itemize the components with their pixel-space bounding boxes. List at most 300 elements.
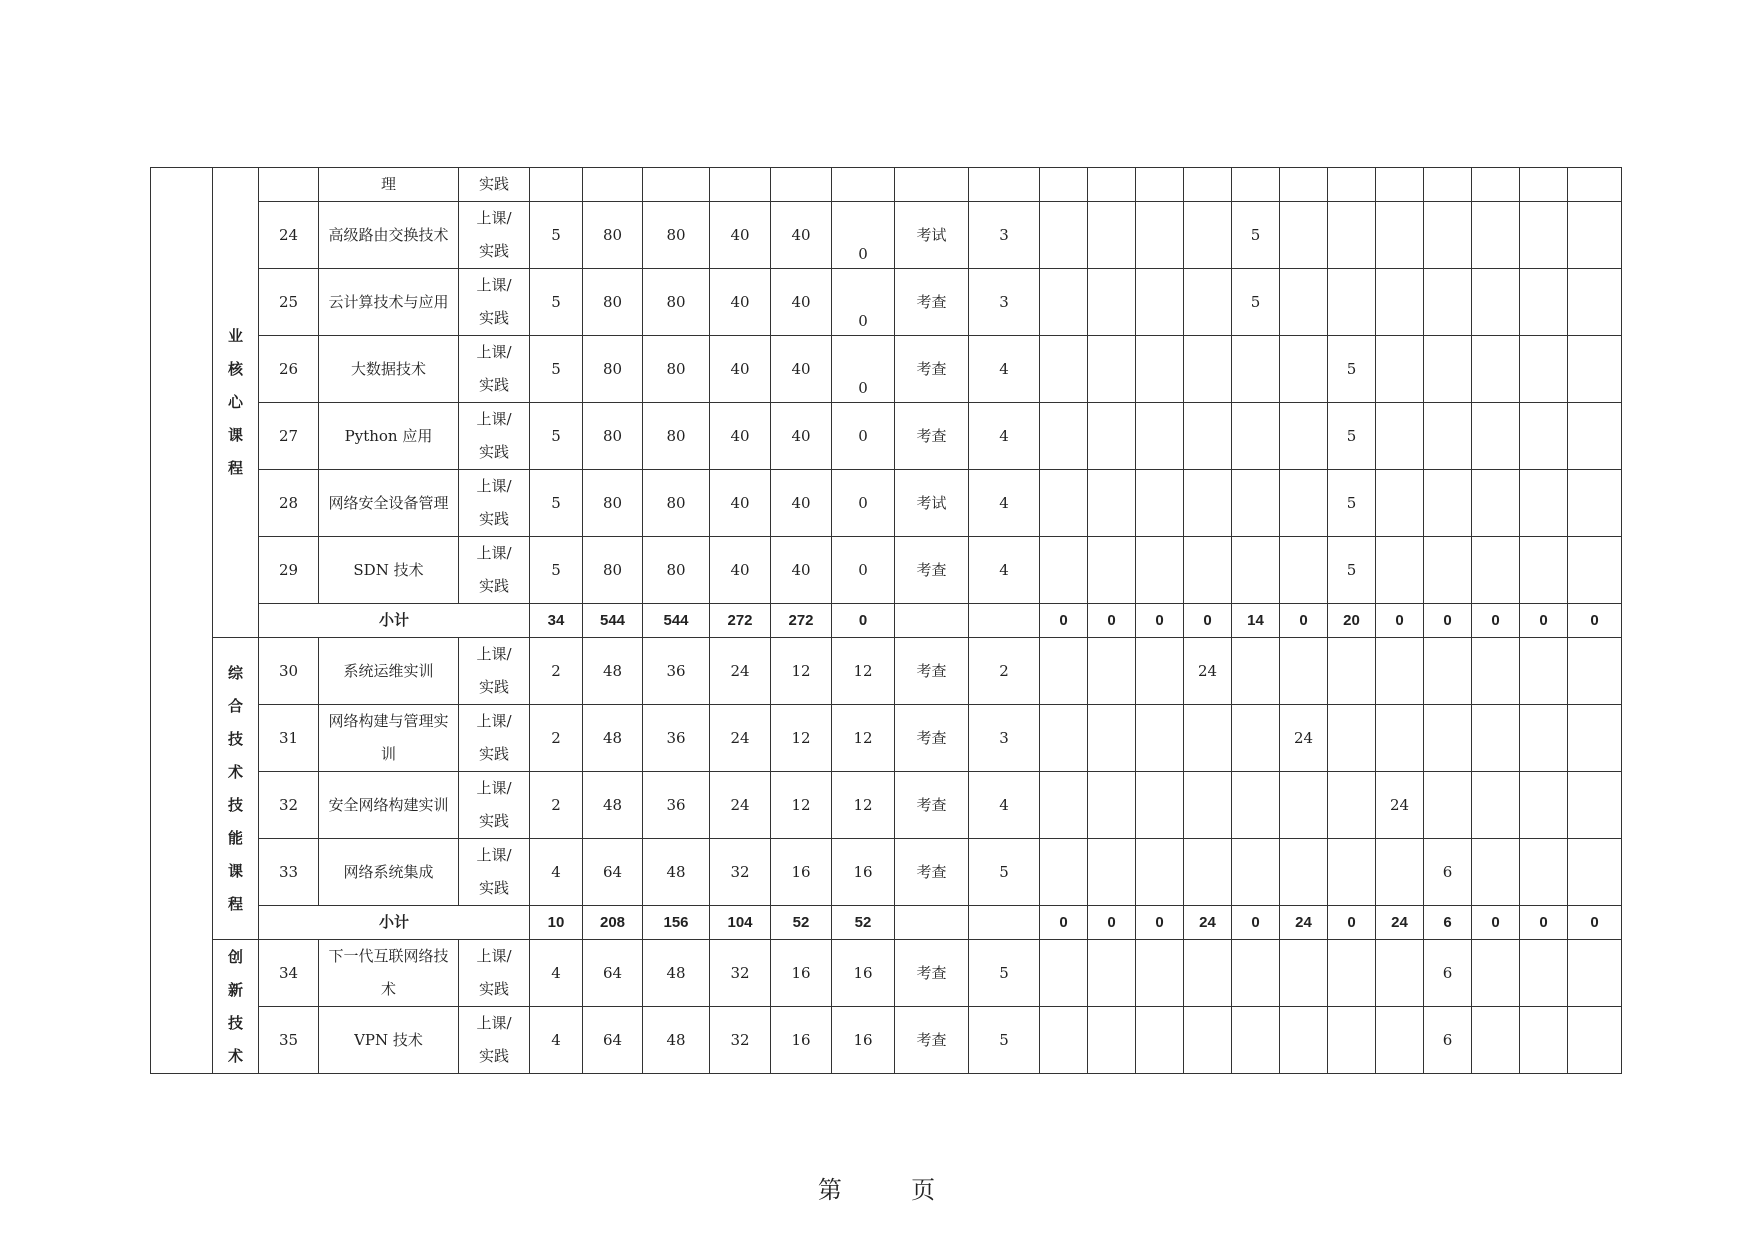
subtotal-c2: 208 — [583, 906, 643, 940]
hours-c2: 80 — [583, 403, 643, 470]
subtotal-semester: 0 — [1472, 604, 1520, 638]
hours-c6: 12 — [832, 772, 895, 839]
semester-6 — [1280, 470, 1328, 537]
semester-4 — [1184, 269, 1232, 336]
semester-11 — [1520, 470, 1568, 537]
semester-2 — [1088, 537, 1136, 604]
hours-c6: 16 — [832, 1007, 895, 1074]
semester-6 — [1280, 403, 1328, 470]
semester-1 — [1040, 336, 1088, 403]
subtotal-semester: 0 — [1376, 604, 1424, 638]
subtotal-semester: 0 — [1136, 604, 1184, 638]
empty-cell — [1232, 168, 1280, 202]
course-name: Python 应用 — [319, 403, 459, 470]
course-number: 30 — [259, 638, 319, 705]
semester-11 — [1520, 403, 1568, 470]
course-name: VPN 技术 — [319, 1007, 459, 1074]
semester-1 — [1040, 403, 1088, 470]
hours-c6: 12 — [832, 705, 895, 772]
hours-c3: 48 — [643, 1007, 710, 1074]
course-number: 28 — [259, 470, 319, 537]
course-number: 24 — [259, 202, 319, 269]
subtotal-row — [151, 906, 1622, 940]
course-number: 25 — [259, 269, 319, 336]
semester-11 — [1520, 839, 1568, 906]
semester-5 — [1232, 839, 1280, 906]
hours-c2: 48 — [583, 705, 643, 772]
semester-9 — [1424, 202, 1472, 269]
course-number: 29 — [259, 537, 319, 604]
course-number: 33 — [259, 839, 319, 906]
category-label — [213, 168, 259, 638]
semester-10 — [1472, 269, 1520, 336]
course-name: 系统运维实训 — [319, 638, 459, 705]
semester-1 — [1040, 470, 1088, 537]
empty-cell — [1280, 168, 1328, 202]
table-row — [151, 470, 1622, 537]
hours-c3: 80 — [643, 202, 710, 269]
semester-1 — [1040, 537, 1088, 604]
hours-c1: 4 — [530, 1007, 583, 1074]
category-char: 技 — [227, 1013, 243, 1032]
subtotal-semester: 0 — [1136, 906, 1184, 940]
table-row — [151, 638, 1622, 705]
hours-c2: 64 — [583, 839, 643, 906]
semester-5 — [1232, 470, 1280, 537]
category-char: 术 — [227, 762, 243, 781]
semester-6 — [1280, 1007, 1328, 1074]
semester-11 — [1520, 772, 1568, 839]
course-number: 26 — [259, 336, 319, 403]
hours-c3: 36 — [643, 705, 710, 772]
hours-c1: 5 — [530, 336, 583, 403]
semester-2 — [1088, 1007, 1136, 1074]
category-char: 业 — [227, 327, 243, 345]
category-char: 课 — [227, 861, 243, 880]
hours-c3: 80 — [643, 470, 710, 537]
teaching-method: 上课/实践 — [459, 269, 530, 336]
semester-3 — [1136, 403, 1184, 470]
empty-cell — [895, 168, 969, 202]
hours-c1: 2 — [530, 705, 583, 772]
semester-8 — [1376, 470, 1424, 537]
hours-c4: 40 — [710, 470, 771, 537]
empty-cell — [1376, 168, 1424, 202]
subtotal-semester: 0 — [1088, 906, 1136, 940]
semester-4 — [1184, 1007, 1232, 1074]
semester-10 — [1472, 470, 1520, 537]
semester-10 — [1472, 537, 1520, 604]
semester-2 — [1088, 202, 1136, 269]
hours-c3: 80 — [643, 403, 710, 470]
subtotal-c4: 272 — [710, 604, 771, 638]
table-row — [151, 772, 1622, 839]
subtotal-semester: 6 — [1424, 906, 1472, 940]
semester-5 — [1232, 1007, 1280, 1074]
semester-4 — [1184, 403, 1232, 470]
semester-1 — [1040, 269, 1088, 336]
semester-3 — [1136, 202, 1184, 269]
category-label — [213, 638, 259, 940]
hours-c6: 0 — [832, 269, 895, 336]
category-char: 合 — [227, 696, 243, 715]
empty-cell — [1568, 168, 1622, 202]
hours-c4: 24 — [710, 772, 771, 839]
page-footer-right: 页 — [911, 1176, 936, 1204]
semester-7 — [1328, 772, 1376, 839]
term: 4 — [969, 403, 1040, 470]
page-footer — [0, 1170, 1753, 1205]
semester-10 — [1472, 839, 1520, 906]
hours-c5: 16 — [771, 940, 832, 1007]
semester-8 — [1376, 705, 1424, 772]
semester-1 — [1040, 1007, 1088, 1074]
subtotal-c5: 52 — [771, 906, 832, 940]
hours-c1: 5 — [530, 403, 583, 470]
semester-5 — [1232, 705, 1280, 772]
semester-11 — [1520, 638, 1568, 705]
hours-c1: 4 — [530, 839, 583, 906]
category-char: 程 — [227, 894, 243, 913]
semester-9 — [1424, 638, 1472, 705]
semester-3 — [1136, 470, 1184, 537]
course-number — [259, 168, 319, 202]
semester-11 — [1520, 705, 1568, 772]
semester-4 — [1184, 705, 1232, 772]
hours-c6: 0 — [832, 202, 895, 269]
table-row — [151, 940, 1622, 1007]
semester-2 — [1088, 638, 1136, 705]
semester-7: 5 — [1328, 470, 1376, 537]
teaching-method: 实践 — [459, 168, 530, 202]
category-char: 综 — [227, 663, 243, 682]
subtotal-semester: 24 — [1376, 906, 1424, 940]
hours-c4: 24 — [710, 705, 771, 772]
course-name: 下一代互联网络技术 — [319, 940, 459, 1007]
semester-8 — [1376, 940, 1424, 1007]
semester-7: 5 — [1328, 336, 1376, 403]
semester-5 — [1232, 537, 1280, 604]
hours-c4: 40 — [710, 202, 771, 269]
semester-2 — [1088, 839, 1136, 906]
semester-1 — [1040, 940, 1088, 1007]
hours-c1: 2 — [530, 638, 583, 705]
hours-c1: 5 — [530, 537, 583, 604]
subtotal-semester: 0 — [1184, 604, 1232, 638]
course-name: 高级路由交换技术 — [319, 202, 459, 269]
semester-5 — [1232, 638, 1280, 705]
semester-5 — [1232, 336, 1280, 403]
semester-12 — [1568, 705, 1622, 772]
course-number: 32 — [259, 772, 319, 839]
semester-2 — [1088, 336, 1136, 403]
exam-type: 考查 — [895, 336, 969, 403]
hours-c5: 40 — [771, 403, 832, 470]
teaching-method: 上课/实践 — [459, 638, 530, 705]
term: 5 — [969, 839, 1040, 906]
subtotal-semester: 0 — [1568, 604, 1622, 638]
category-char: 心 — [227, 393, 243, 411]
semester-11 — [1520, 537, 1568, 604]
table-row — [151, 403, 1622, 470]
semester-3 — [1136, 705, 1184, 772]
empty-cell — [710, 168, 771, 202]
category-char: 技 — [227, 729, 243, 748]
semester-4 — [1184, 940, 1232, 1007]
empty-cell — [1184, 168, 1232, 202]
subtotal-semester: 0 — [1280, 604, 1328, 638]
hours-c2: 48 — [583, 638, 643, 705]
term: 3 — [969, 202, 1040, 269]
semester-10 — [1472, 336, 1520, 403]
category-char: 课 — [227, 426, 243, 444]
hours-c5: 12 — [771, 705, 832, 772]
semester-5 — [1232, 403, 1280, 470]
subtotal-semester: 0 — [1520, 604, 1568, 638]
subtotal-empty — [895, 604, 969, 638]
hours-c4: 24 — [710, 638, 771, 705]
semester-9 — [1424, 537, 1472, 604]
hours-c4: 32 — [710, 1007, 771, 1074]
semester-8: 24 — [1376, 772, 1424, 839]
subtotal-empty — [969, 906, 1040, 940]
hours-c6: 16 — [832, 839, 895, 906]
subtotal-semester: 20 — [1328, 604, 1376, 638]
hours-c2: 80 — [583, 202, 643, 269]
empty-cell — [1424, 168, 1472, 202]
hours-c6: 16 — [832, 940, 895, 1007]
semester-12 — [1568, 403, 1622, 470]
table-row — [151, 839, 1622, 906]
semester-7 — [1328, 1007, 1376, 1074]
semester-3 — [1136, 1007, 1184, 1074]
hours-c2: 64 — [583, 1007, 643, 1074]
term: 4 — [969, 470, 1040, 537]
semester-12 — [1568, 537, 1622, 604]
subtotal-c2: 544 — [583, 604, 643, 638]
semester-3 — [1136, 772, 1184, 839]
semester-12 — [1568, 269, 1622, 336]
semester-6 — [1280, 940, 1328, 1007]
hours-c1: 4 — [530, 940, 583, 1007]
semester-12 — [1568, 772, 1622, 839]
hours-c6: 0 — [832, 470, 895, 537]
semester-4 — [1184, 772, 1232, 839]
semester-9: 6 — [1424, 1007, 1472, 1074]
category-char: 程 — [227, 459, 243, 477]
empty-cell — [530, 168, 583, 202]
semester-7 — [1328, 839, 1376, 906]
semester-7 — [1328, 705, 1376, 772]
category-label — [213, 940, 259, 1074]
semester-5 — [1232, 940, 1280, 1007]
semester-9: 6 — [1424, 940, 1472, 1007]
teaching-method: 上课/实践 — [459, 537, 530, 604]
semester-11 — [1520, 1007, 1568, 1074]
semester-6 — [1280, 336, 1328, 403]
hours-c3: 36 — [643, 638, 710, 705]
semester-9 — [1424, 336, 1472, 403]
course-name: 网络安全设备管理 — [319, 470, 459, 537]
table-row — [151, 336, 1622, 403]
semester-8 — [1376, 839, 1424, 906]
semester-9 — [1424, 403, 1472, 470]
semester-8 — [1376, 403, 1424, 470]
semester-12 — [1568, 202, 1622, 269]
hours-c1: 2 — [530, 772, 583, 839]
subtotal-c3: 156 — [643, 906, 710, 940]
semester-12 — [1568, 940, 1622, 1007]
subtotal-c6: 52 — [832, 906, 895, 940]
semester-4 — [1184, 537, 1232, 604]
semester-7 — [1328, 940, 1376, 1007]
teaching-method: 上课/实践 — [459, 403, 530, 470]
empty-cell — [1040, 168, 1088, 202]
term: 4 — [969, 336, 1040, 403]
category-char: 创 — [227, 947, 243, 966]
table-row — [151, 1007, 1622, 1074]
course-name: 安全网络构建实训 — [319, 772, 459, 839]
hours-c4: 40 — [710, 537, 771, 604]
semester-7: 5 — [1328, 537, 1376, 604]
hours-c4: 32 — [710, 839, 771, 906]
semester-12 — [1568, 336, 1622, 403]
empty-cell — [583, 168, 643, 202]
course-name: 网络构建与管理实训 — [319, 705, 459, 772]
hours-c5: 40 — [771, 470, 832, 537]
hours-c3: 48 — [643, 940, 710, 1007]
semester-6 — [1280, 537, 1328, 604]
semester-2 — [1088, 403, 1136, 470]
hours-c6: 12 — [832, 638, 895, 705]
empty-cell — [771, 168, 832, 202]
semester-10 — [1472, 705, 1520, 772]
hours-c3: 80 — [643, 269, 710, 336]
exam-type: 考查 — [895, 772, 969, 839]
hours-c2: 64 — [583, 940, 643, 1007]
hours-c4: 32 — [710, 940, 771, 1007]
table-row — [151, 537, 1622, 604]
subtotal-semester: 24 — [1280, 906, 1328, 940]
category-char: 核 — [227, 360, 243, 378]
hours-c2: 80 — [583, 336, 643, 403]
hours-c5: 40 — [771, 336, 832, 403]
semester-7 — [1328, 638, 1376, 705]
hours-c2: 48 — [583, 772, 643, 839]
semester-12 — [1568, 638, 1622, 705]
semester-11 — [1520, 336, 1568, 403]
semester-11 — [1520, 940, 1568, 1007]
semester-10 — [1472, 940, 1520, 1007]
subtotal-empty — [895, 906, 969, 940]
semester-4: 24 — [1184, 638, 1232, 705]
course-name: SDN 技术 — [319, 537, 459, 604]
exam-type: 考查 — [895, 705, 969, 772]
course-number: 31 — [259, 705, 319, 772]
page-footer-left: 第 — [817, 1176, 842, 1204]
course-number: 27 — [259, 403, 319, 470]
semester-6 — [1280, 269, 1328, 336]
exam-type: 考查 — [895, 537, 969, 604]
course-name: 网络系统集成 — [319, 839, 459, 906]
table-row — [151, 168, 1622, 202]
hours-c2: 80 — [583, 269, 643, 336]
semester-2 — [1088, 705, 1136, 772]
course-name: 云计算技术与应用 — [319, 269, 459, 336]
semester-1 — [1040, 839, 1088, 906]
semester-9 — [1424, 470, 1472, 537]
subtotal-semester: 0 — [1568, 906, 1622, 940]
category-char: 能 — [227, 828, 243, 847]
hours-c5: 12 — [771, 772, 832, 839]
semester-8 — [1376, 638, 1424, 705]
semester-6 — [1280, 772, 1328, 839]
semester-1 — [1040, 202, 1088, 269]
hours-c1: 5 — [530, 470, 583, 537]
exam-type: 考查 — [895, 1007, 969, 1074]
hours-c5: 40 — [771, 269, 832, 336]
exam-type: 考试 — [895, 202, 969, 269]
subtotal-semester: 0 — [1328, 906, 1376, 940]
teaching-method: 上课/实践 — [459, 202, 530, 269]
semester-4 — [1184, 336, 1232, 403]
table-row — [151, 269, 1622, 336]
teaching-method: 上课/实践 — [459, 1007, 530, 1074]
term: 4 — [969, 537, 1040, 604]
semester-10 — [1472, 772, 1520, 839]
hours-c6: 0 — [832, 403, 895, 470]
subtotal-c5: 272 — [771, 604, 832, 638]
teaching-method: 上课/实践 — [459, 470, 530, 537]
semester-1 — [1040, 638, 1088, 705]
semester-4 — [1184, 470, 1232, 537]
subtotal-semester: 0 — [1040, 604, 1088, 638]
subtotal-semester: 0 — [1424, 604, 1472, 638]
semester-3 — [1136, 638, 1184, 705]
semester-4 — [1184, 202, 1232, 269]
hours-c6: 0 — [832, 537, 895, 604]
semester-4 — [1184, 839, 1232, 906]
exam-type: 考查 — [895, 403, 969, 470]
hours-c5: 16 — [771, 1007, 832, 1074]
course-number: 34 — [259, 940, 319, 1007]
hours-c5: 12 — [771, 638, 832, 705]
semester-7 — [1328, 269, 1376, 336]
semester-8 — [1376, 202, 1424, 269]
hours-c6: 0 — [832, 336, 895, 403]
course-name: 理 — [319, 168, 459, 202]
subtotal-label: 小计 — [259, 906, 530, 940]
hours-c3: 80 — [643, 537, 710, 604]
subtotal-semester: 24 — [1184, 906, 1232, 940]
semester-1 — [1040, 772, 1088, 839]
hours-c5: 40 — [771, 202, 832, 269]
semester-2 — [1088, 470, 1136, 537]
semester-1 — [1040, 705, 1088, 772]
exam-type: 考查 — [895, 269, 969, 336]
table-row — [151, 705, 1622, 772]
hours-c3: 80 — [643, 336, 710, 403]
table-row — [151, 202, 1622, 269]
hours-c3: 48 — [643, 839, 710, 906]
course-number: 35 — [259, 1007, 319, 1074]
semester-6 — [1280, 638, 1328, 705]
semester-8 — [1376, 269, 1424, 336]
subtotal-semester: 0 — [1472, 906, 1520, 940]
semester-2 — [1088, 269, 1136, 336]
category-char: 新 — [227, 980, 243, 999]
subtotal-c1: 10 — [530, 906, 583, 940]
